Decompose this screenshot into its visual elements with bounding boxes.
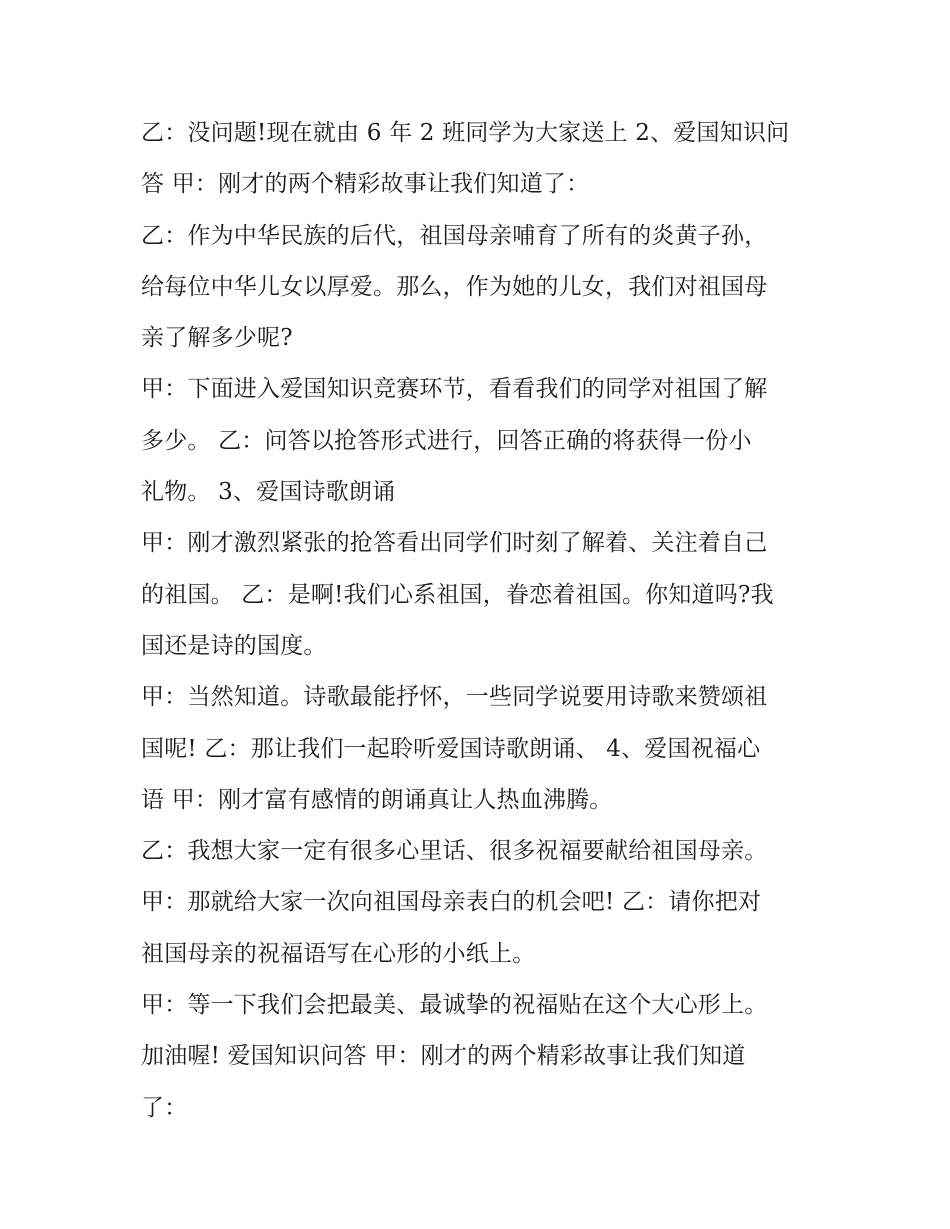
text-line: 国还是诗的国度。 xyxy=(141,632,327,659)
text-line: 语 甲：刚才富有感情的朗诵真让人热血沸腾。 xyxy=(141,786,613,813)
text-line: 亲了解多少呢? xyxy=(141,325,293,352)
text-line: 了： xyxy=(141,1094,188,1121)
document-body xyxy=(141,108,821,1134)
text-line: 乙：我想大家一定有很多心里话、很多祝福要献给祖国母亲。 xyxy=(141,838,768,865)
text-line: 礼物。 3、爱国诗歌朗诵 xyxy=(141,479,396,506)
text-line: 加油喔! 爱国知识问答 甲：刚才的两个精彩故事让我们知道 xyxy=(141,1043,746,1070)
text-line: 甲：等一下我们会把最美、最诚挚的祝福贴在这个大心形上。 xyxy=(141,992,768,1019)
text-line: 甲：当然知道。诗歌最能抒怀，一些同学说要用诗歌来赞颂祖 xyxy=(141,684,768,711)
text-line: 多少。 乙：问答以抢答形式进行，回答正确的将获得一份小 xyxy=(141,427,752,454)
text-line: 甲：下面进入爱国知识竞赛环节，看看我们的同学对祖国了解 xyxy=(141,376,768,403)
text-line: 国呢! 乙：那让我们一起聆听爱国诗歌朗诵、 4、爱国祝福心 xyxy=(141,735,761,762)
text-line: 祖国母亲的祝福语写在心形的小纸上。 xyxy=(141,940,536,967)
text-line: 答 甲：刚才的两个精彩故事让我们知道了： xyxy=(141,171,590,198)
text-line: 乙：没问题!现在就由 6 年 2 班同学为大家送上 2、爱国知识问 xyxy=(141,120,790,146)
text-line: 甲：刚才激烈紧张的抢答看出同学们时刻了解着、关注着自己 xyxy=(141,530,768,557)
text-line: 乙：作为中华民族的后代，祖国母亲哺育了所有的炎黄子孙， xyxy=(141,222,768,249)
text-line: 给每位中华儿女以厚爱。那么，作为她的儿女，我们对祖国母 xyxy=(141,273,768,300)
text-line: 的祖国。 乙：是啊!我们心系祖国，眷恋着祖国。你知道吗?我 xyxy=(141,581,774,608)
text-line: 甲：那就给大家一次向祖国母亲表白的机会吧! 乙：请你把对 xyxy=(141,889,762,916)
